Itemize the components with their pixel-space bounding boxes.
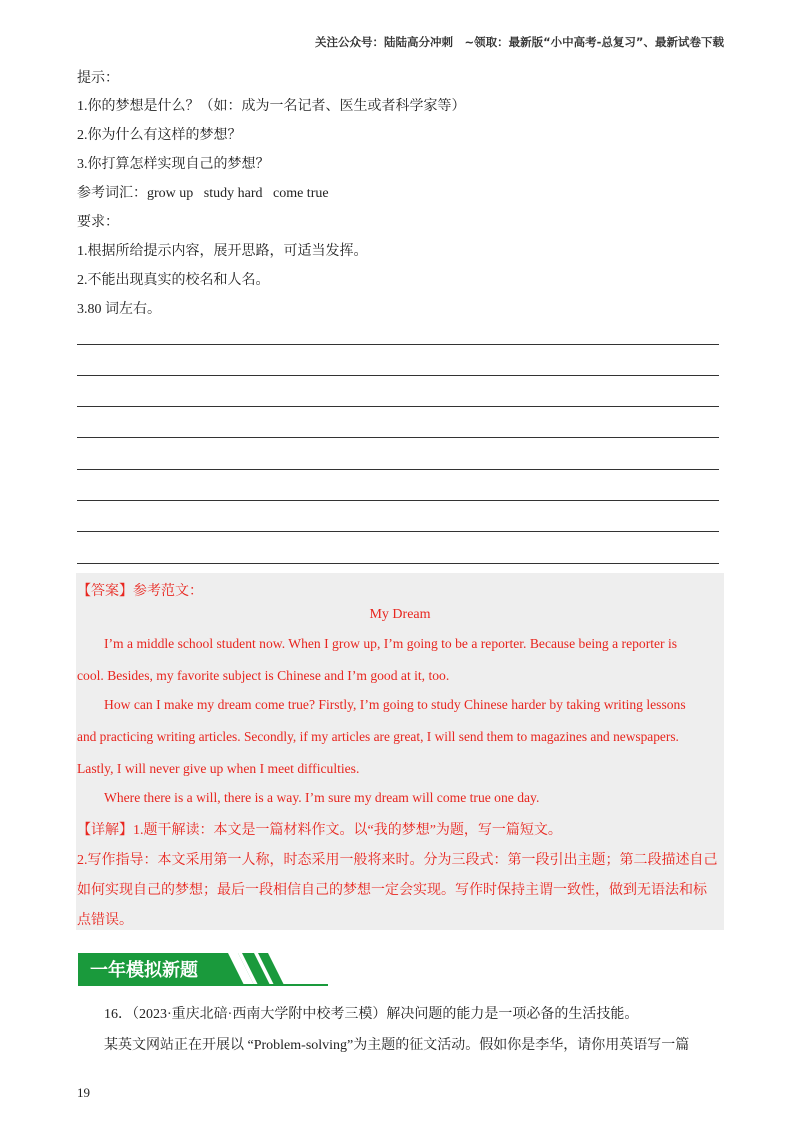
page-number: 19 xyxy=(77,1085,90,1100)
requirement-item: 1.根据所给提示内容，展开思路，可适当发挥。 xyxy=(77,244,368,259)
requirements-title: 要求： xyxy=(77,215,119,230)
detail-line: 【详解】1.题干解读：本文是一篇材料作文。以“我的梦想”为题，写一篇短文。 xyxy=(77,823,562,838)
hint-item: 2.你为什么有这样的梦想？ xyxy=(77,128,242,143)
detail-line: 如何实现自己的梦想；最后一段相信自己的梦想一定会实现。写作时保持主谓一致性，做到无语法和标 xyxy=(77,883,707,898)
section-banner xyxy=(78,951,328,987)
question-line: 16．（2023·重庆北碚·西南大学附中校考三模）解决问题的能力是一项必备的生活技能。 xyxy=(104,1007,639,1022)
essay-line: I’m a middle school student now. When I grow up, I’m going to be a reporter. Because being a reporter is xyxy=(104,636,678,651)
essay-line: and practicing writing articles. Secondly, if my articles are great, I will send them to magazines and newspapers. xyxy=(77,729,679,744)
hint-title: 提示： xyxy=(77,71,119,86)
question-line: 某英文网站正在开展以 “Problem-solving”为主题的征文活动。假如你是李华，请你用英语写一篇 xyxy=(104,1038,690,1053)
answer-box xyxy=(76,573,724,930)
writing-line xyxy=(77,500,719,501)
vocab-line: 参考词汇：grow up study hard come true xyxy=(77,186,329,201)
requirement-item: 2.不能出现真实的校名和人名。 xyxy=(77,273,270,288)
essay-line: cool. Besides, my favorite subject is Chinese and I’m good at it, too. xyxy=(77,668,450,683)
essay-line: Lastly, I will never give up when I meet difficulties. xyxy=(77,761,360,776)
hint-item: 3.你打算怎样实现自己的梦想？ xyxy=(77,157,270,172)
answer-label: 【答案】参考范文： xyxy=(77,584,203,599)
banner-text: 一年模拟新题 xyxy=(90,960,198,981)
essay-line: Where there is a will, there is a way. I’m sure my dream will come true one day. xyxy=(104,790,540,805)
writing-line xyxy=(77,437,719,438)
requirement-item: 3.80 词左右。 xyxy=(77,302,161,317)
page-header: 关注公众号：陆陆高分冲刺 ~领取：最新版“小中高考-总复习”、最新试卷下载 xyxy=(314,35,724,49)
writing-line xyxy=(77,344,719,345)
essay-line: How can I make my dream come true? Firstly, I’m going to study Chinese harder by taking writing lessons xyxy=(104,697,686,712)
writing-line xyxy=(77,469,719,470)
detail-line: 2.写作指导：本文采用第一人称，时态采用一般将来时。分为三段式：第一段引出主题；第二段描述自己 xyxy=(77,853,718,868)
writing-line xyxy=(77,531,719,532)
writing-line xyxy=(77,406,719,407)
writing-line xyxy=(77,563,719,564)
writing-line xyxy=(77,375,719,376)
hint-item: 1.你的梦想是什么？（如：成为一名记者、医生或者科学家等） xyxy=(77,99,466,114)
essay-title: My Dream xyxy=(369,607,431,622)
detail-line: 点错误。 xyxy=(77,913,133,928)
